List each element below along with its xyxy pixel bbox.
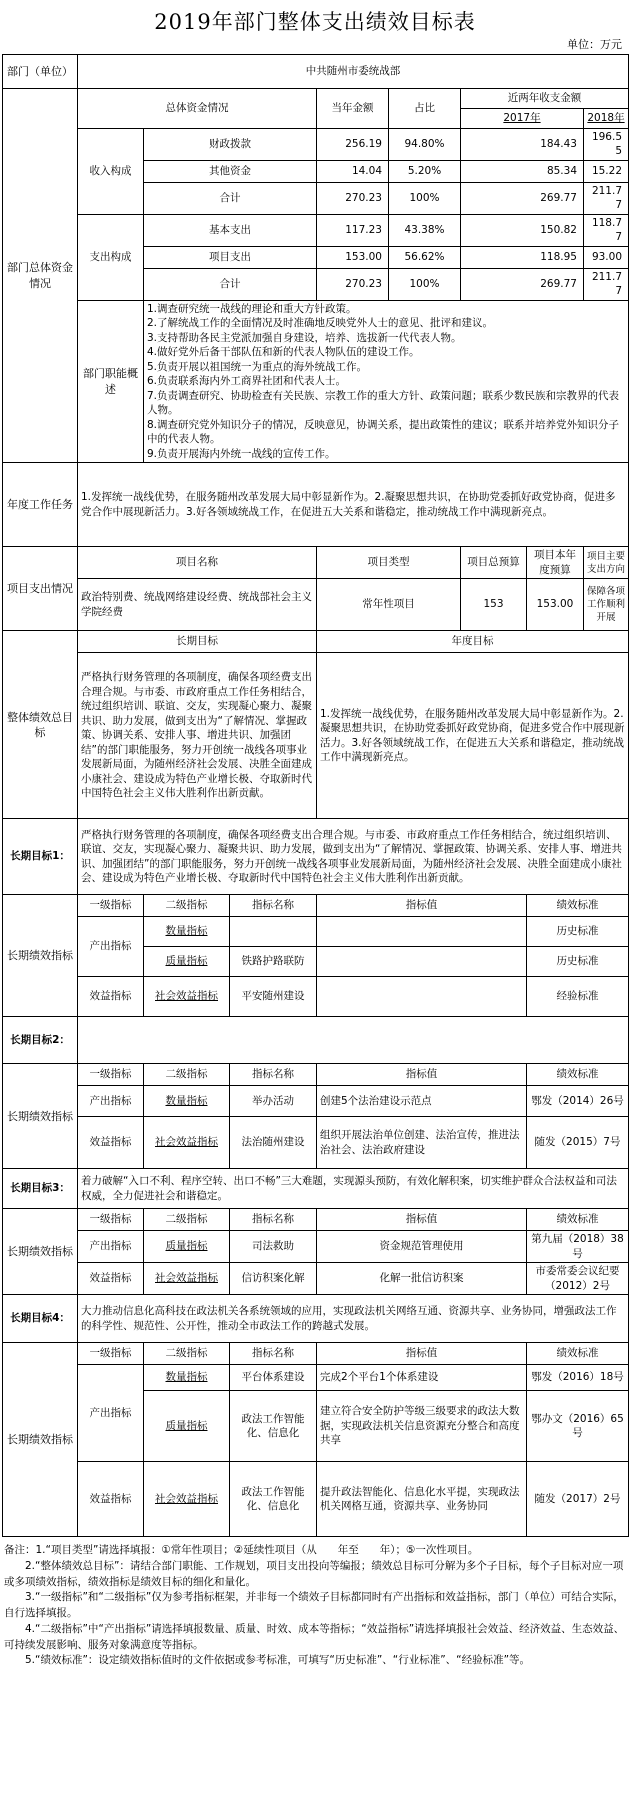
fund-2017: 269.77	[461, 268, 584, 300]
indicator-name-header: 指标名称	[230, 1209, 317, 1231]
income-label: 收入构成	[78, 129, 144, 215]
indicator-value: 组织开展法治单位创建、法治宣传，推进法治社会、法治政府建设	[317, 1117, 527, 1169]
goal-label: 长期目标1：	[3, 819, 78, 895]
indicator-name: 政法工作智能化、信息化	[230, 1391, 317, 1462]
page-title: 2019年部门整体支出绩效目标表	[154, 10, 476, 34]
duty-item: 5.负责开展以祖国统一为重点的海外统战工作。	[147, 360, 368, 373]
fund-2017: 150.82	[461, 214, 584, 246]
fund-current: 270.23	[317, 268, 389, 300]
fund-item-name: 基本支出	[144, 214, 317, 246]
fund-current-header: 当年金额	[317, 89, 389, 129]
overall-goal-header-row	[3, 631, 629, 653]
indicator-std: 随发（2015）7号	[527, 1117, 629, 1169]
fund-header-row	[3, 89, 629, 109]
indicator-std: 鄂办文（2016）65号	[527, 1391, 629, 1462]
indicator-row	[3, 1365, 629, 1391]
overall-goal-label: 整体绩效总目标	[3, 631, 78, 819]
fund-2018: 211.77	[584, 268, 629, 300]
fund-ratio: 56.62%	[389, 246, 461, 268]
long-goal-header: 长期目标	[78, 631, 317, 653]
fund-ratio: 100%	[389, 182, 461, 214]
indicator-std: 历史标准	[527, 947, 629, 977]
indicator-std-header: 绩效标准	[527, 1209, 629, 1231]
goal-text: 着力破解“入口不利、程序空转、出口不畅”三大难题，实现源头预防，有效化解积案，切实维护群众合法权益和司法权威，全力促进社会和谐稳定。	[78, 1169, 629, 1209]
indicator-value	[317, 947, 527, 977]
project-budget-header: 项目总预算	[461, 547, 527, 579]
indicator-l1: 效益指标	[78, 1462, 144, 1537]
note-item: 3.“一级指标”和“二级指标”仅为参考指标框架，并非每一个绩效子目标都同时有产出指标和效益指标，部门（单位）可结合实际，自行选择填报。	[4, 1591, 624, 1620]
fund-2017: 269.77	[461, 182, 584, 214]
project-name: 政治特别费、统战网络建设经费、统战部社会主义学院经费	[78, 579, 317, 631]
note-item: 4.“二级指标”中“产出指标”请选择填报数量、质量、时效、成本等指标；“效益指标”请选择填报社会效益、经济效益、生态效益、可持续发展影响、服务对象满意度等指标。	[4, 1622, 625, 1651]
fund-2017: 118.95	[461, 246, 584, 268]
project-label: 项目支出情况	[3, 547, 78, 631]
l1-header: 一级指标	[78, 895, 144, 917]
fund-2018: 118.77	[584, 214, 629, 246]
indicator-row	[3, 1263, 629, 1295]
duty-item: 8.调查研究党外知识分子的情况，反映意见，协调关系，提出政策性的建议；联系并培养党外知识分子中的代表人物。	[147, 418, 620, 446]
year-goal-header: 年度目标	[317, 631, 629, 653]
indicator-name: 政法工作智能化、信息化	[230, 1462, 317, 1537]
indicator-row	[3, 1462, 629, 1537]
goal-text	[78, 1017, 629, 1064]
fund-ratio: 43.38%	[389, 214, 461, 246]
indicator-l1: 效益指标	[78, 977, 144, 1017]
indicator-header-row	[3, 1064, 629, 1086]
indicator-row	[3, 977, 629, 1017]
indicator-std-header: 绩效标准	[527, 1343, 629, 1365]
notes	[2, 1537, 628, 1669]
duty-item: 4.做好党外后备干部队伍和新的代表人物队伍的建设工作。	[147, 346, 420, 359]
perf-indicator-label: 长期绩效指标	[3, 895, 78, 1017]
fund-ratio: 94.80%	[389, 129, 461, 161]
indicator-name	[230, 917, 317, 947]
l1-header: 一级指标	[78, 1064, 144, 1086]
fund-2018: 15.22	[584, 160, 629, 182]
duties-label: 部门职能概述	[78, 300, 144, 462]
fund-2017: 85.34	[461, 160, 584, 182]
fund-2018-header: 2018年	[584, 109, 629, 129]
indicator-l1: 效益指标	[78, 1263, 144, 1295]
indicator-l2: 数量指标	[144, 1365, 230, 1391]
indicator-value: 完成2个平台1个体系建设	[317, 1365, 527, 1391]
indicator-name: 平安随州建设	[230, 977, 317, 1017]
fund-overall-header: 总体资金情况	[78, 89, 317, 129]
duties-text	[144, 300, 629, 462]
l1-header: 一级指标	[78, 1343, 144, 1365]
indicator-value	[317, 977, 527, 1017]
duty-item: 2.了解统战工作的全面情况及时准确地反映党外人士的意见、批评和建议。	[147, 317, 494, 330]
indicator-name-header: 指标名称	[230, 895, 317, 917]
indicator-l2: 质量指标	[144, 947, 230, 977]
indicator-l1: 效益指标	[78, 1117, 144, 1169]
fund-ratio: 100%	[389, 268, 461, 300]
indicator-name: 司法救助	[230, 1231, 317, 1263]
fund-2018: 211.77	[584, 182, 629, 214]
fund-current: 117.23	[317, 214, 389, 246]
indicator-std-header: 绩效标准	[527, 895, 629, 917]
project-type: 常年性项目	[317, 579, 461, 631]
indicator-row	[3, 1231, 629, 1263]
project-annual-budget: 153.00	[527, 579, 584, 631]
fund-recent-header: 近两年收支金额	[461, 89, 629, 109]
indicator-l2: 质量指标	[144, 1391, 230, 1462]
l2-header: 二级指标	[144, 1343, 230, 1365]
fund-item-name: 合计	[144, 182, 317, 214]
indicator-value: 建立符合安全防护等级三级要求的政法大数据，实现政法机关信息资源充分整合和高度共享	[317, 1391, 527, 1462]
fund-item-name: 合计	[144, 268, 317, 300]
fund-item-name: 项目支出	[144, 246, 317, 268]
indicator-value-header: 指标值	[317, 1343, 527, 1365]
fund-row	[3, 214, 629, 246]
indicator-l1: 产出指标	[78, 1231, 144, 1263]
indicator-name-header: 指标名称	[230, 1343, 317, 1365]
goal-row	[3, 1169, 629, 1209]
indicator-std-header: 绩效标准	[527, 1064, 629, 1086]
perf-indicator-label: 长期绩效指标	[3, 1343, 78, 1537]
dept-label: 部门（单位）	[3, 55, 78, 89]
performance-table	[2, 54, 629, 1537]
indicator-name: 法治随州建设	[230, 1117, 317, 1169]
fund-current: 270.23	[317, 182, 389, 214]
fund-row	[3, 129, 629, 161]
l1-header: 一级指标	[78, 1209, 144, 1231]
indicator-header-row	[3, 1343, 629, 1365]
indicator-std: 第九届（2018）38号	[527, 1231, 629, 1263]
fund-2017: 184.43	[461, 129, 584, 161]
indicator-std: 随发（2017）2号	[527, 1462, 629, 1537]
indicator-header-row	[3, 895, 629, 917]
duty-item: 3.支持帮助各民主党派加强自身建设，培养、选拔新一代代表人物。	[147, 331, 462, 344]
goal-label: 长期目标2：	[3, 1017, 78, 1064]
fund-current: 14.04	[317, 160, 389, 182]
indicator-l2: 社会效益指标	[144, 1462, 230, 1537]
indicator-std: 鄂发（2014）26号	[527, 1086, 629, 1117]
indicator-row	[3, 1086, 629, 1117]
l2-header: 二级指标	[144, 1064, 230, 1086]
indicator-value: 化解一批信访积案	[317, 1263, 527, 1295]
fund-section-label: 部门总体资金情况	[3, 89, 78, 463]
note-item: 5.“绩效标准”：设定绩效指标值时的文件依据或参考标准，可填写“历史标准”、“行业标准”、“经验标准”等。	[25, 1654, 531, 1667]
l2-header: 二级指标	[144, 895, 230, 917]
goal-row	[3, 1017, 629, 1064]
indicator-l2: 社会效益指标	[144, 977, 230, 1017]
fund-2018: 93.00	[584, 246, 629, 268]
indicator-l1: 产出指标	[78, 917, 144, 977]
goal-label: 长期目标3：	[3, 1169, 78, 1209]
indicator-name-header: 指标名称	[230, 1064, 317, 1086]
duties-row	[3, 300, 629, 462]
duty-item: 6.负责联系海内外工商界社团和代表人士。	[147, 375, 347, 388]
indicator-value: 创建5个法治建设示范点	[317, 1086, 527, 1117]
indicator-l2: 数量指标	[144, 1086, 230, 1117]
duty-item: 9.负责开展海内外统一战线的宣传工作。	[147, 447, 336, 460]
project-name-header: 项目名称	[78, 547, 317, 579]
indicator-l1: 产出指标	[78, 1086, 144, 1117]
fund-item-name: 财政拨款	[144, 129, 317, 161]
year-goal-text: 1.发挥统一战线优势，在服务随州改革发展大局中彰显新作为。2.凝聚思想共识，在协助党委抓好政党协商，促进多党合作中展现新活力。3.好各领域统战工作，在促进五大关系和谐稳定，推动统战工作中满现新亮点。	[317, 653, 629, 819]
goal-text: 大力推动信息化高科技在政法机关各系统领域的应用，实现政法机关网络互通、资源共享、业务协同，增强政法工作的科学性、规范性、公开性，推动全市政法工作的跨越式发展。	[78, 1295, 629, 1343]
goal-label: 长期目标4：	[3, 1295, 78, 1343]
annual-task-label: 年度工作任务	[3, 463, 78, 547]
duty-item: 7.负责调查研究、协助检查有关民族、宗教工作的重大方针、政策问题；联系少数民族和宗教界的代表人物。	[147, 389, 620, 417]
dept-name: 中共随州市委统战部	[78, 55, 629, 89]
indicator-l2: 数量指标	[144, 917, 230, 947]
project-direction: 保障各项工作顺利开展	[584, 579, 629, 631]
goal-text: 严格执行财务管理的各项制度，确保各项经费支出合理合规。与市委、市政府重点工作任务相结合，统过组织培训、联谊、交友，实现凝心聚力、凝聚共识、助力发展，做到支出为“了解情况、掌握政策、协调关系、安排人事、增进共识、加强团结”的部门职能服务，努力开创统一战线各项事业发展新局面，为随州经济社会发展、决胜全面建成小康社会、建设成为特色产业增长极、夺取新时代中国特色社会主义伟大胜利作出新贡献。	[78, 819, 629, 895]
fund-item-name: 其他资金	[144, 160, 317, 182]
project-annual-header: 项目本年度预算	[527, 547, 584, 579]
indicator-std: 历史标准	[527, 917, 629, 947]
indicator-row	[3, 1117, 629, 1169]
indicator-value: 资金规范管理使用	[317, 1231, 527, 1263]
indicator-value: 提升政法智能化、信息化水平提，实现政法机关网格互通，资源共享、业务协同	[317, 1462, 527, 1537]
indicator-l2: 质量指标	[144, 1231, 230, 1263]
perf-indicator-label: 长期绩效指标	[3, 1064, 78, 1169]
project-direction-header: 项目主要支出方向	[584, 547, 629, 579]
project-header-row	[3, 547, 629, 579]
indicator-std: 鄂发（2016）18号	[527, 1365, 629, 1391]
indicator-name: 信访积案化解	[230, 1263, 317, 1295]
annual-task-row	[3, 463, 629, 547]
indicator-l1: 产出指标	[78, 1365, 144, 1462]
indicator-name: 铁路护路联防	[230, 947, 317, 977]
indicator-value	[317, 917, 527, 947]
goal-row	[3, 819, 629, 895]
indicator-name: 平台体系建设	[230, 1365, 317, 1391]
indicator-name: 举办活动	[230, 1086, 317, 1117]
indicator-value-header: 指标值	[317, 895, 527, 917]
unit-label: 单位：万元	[567, 38, 622, 51]
fund-current: 153.00	[317, 246, 389, 268]
fund-current: 256.19	[317, 129, 389, 161]
perf-indicator-label: 长期绩效指标	[3, 1209, 78, 1295]
fund-ratio-header: 占比	[389, 89, 461, 129]
indicator-l2: 社会效益指标	[144, 1263, 230, 1295]
indicator-value-header: 指标值	[317, 1064, 527, 1086]
goal-row	[3, 1295, 629, 1343]
indicator-l2: 社会效益指标	[144, 1117, 230, 1169]
duty-item: 1.调查研究统一战线的理论和重大方针政策。	[147, 302, 357, 315]
indicator-value-header: 指标值	[317, 1209, 527, 1231]
indicator-header-row	[3, 1209, 629, 1231]
dept-row	[3, 55, 629, 89]
indicator-std: 经验标准	[527, 977, 629, 1017]
long-goal-text: 严格执行财务管理的各项制度，确保各项经费支出合理合规。与市委、市政府重点工作任务相结合，统过组织培训、联谊、交友，实现凝心聚力、凝聚共识、助力发展，做到支出为“了解情况、掌握政策、协调关系、安排人事、增进共识、加强团结”的部门职能服务，努力开创统一战线各项事业发展新局面，为随州经济社会发展、决胜全面建成小康社会、建设成为特色产业增长极、夺取新时代中国特色社会主义伟大胜利作出新贡献。	[78, 653, 317, 819]
fund-2018: 196.55	[584, 129, 629, 161]
indicator-row	[3, 917, 629, 947]
expense-label: 支出构成	[78, 214, 144, 300]
project-type-header: 项目类型	[317, 547, 461, 579]
project-row	[3, 579, 629, 631]
annual-task-text: 1.发挥统一战线优势，在服务随州改革发展大局中彰显新作为。2.凝聚思想共识，在协助党委抓好政党协商，促进多党合作中展现新活力。3.好各领域统战工作，在促进五大关系和谐稳定，推动统战工作中满现新亮点。	[78, 463, 629, 547]
l2-header: 二级指标	[144, 1209, 230, 1231]
fund-ratio: 5.20%	[389, 160, 461, 182]
project-budget: 153	[461, 579, 527, 631]
fund-2017-header: 2017年	[461, 109, 584, 129]
note-item: 备注：1.“项目类型”请选择填报：①常年性项目；②延续性项目（从 年至 年）；⑤一次性项目。	[4, 1544, 479, 1557]
note-item: 2.“整体绩效总目标”：请结合部门职能、工作规划，项目支出投向等编报；绩效总目标可分解为多个子目标，每个子目标对应一项或多项绩效指标，绩效指标是绩效目标的细化和量化。	[4, 1559, 624, 1588]
indicator-std: 市委常委会议纪要（2012）2号	[527, 1263, 629, 1295]
overall-goal-row	[3, 653, 629, 819]
